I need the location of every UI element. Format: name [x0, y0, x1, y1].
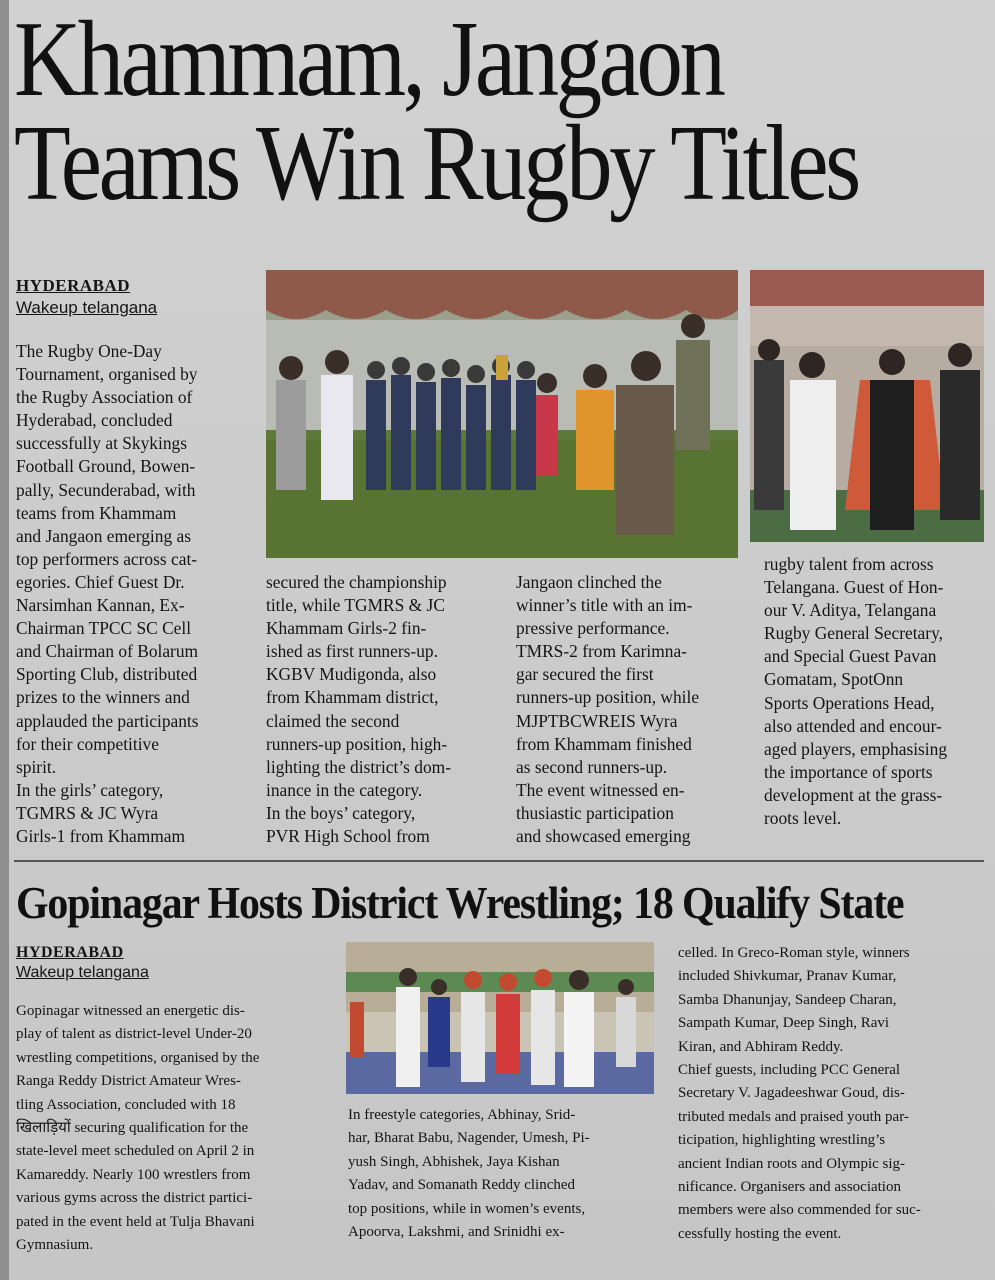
article1-headline — [14, 0, 858, 223]
article1-column-2: secured the championship title, while TGMRS & JC Khammam Girls-2 fin- ished as first runners-up. KGBV Mudigonda, also from Khammam district, claimed the second runners-up position, high- lighting the district’s dom- inance in the category. In the boys’ category, PVR High School from — [266, 572, 452, 847]
article2-column-2: In freestyle categories, Abhinay, Srid- har, Bharat Babu, Nagender, Umesh, Pi- yush Singh, Abhishek, Jaya Kishan Yadav, and Somanath Reddy clinched top positions, while in women’s events, Apoorva, Lakshmi, and Srinidhi ex- — [348, 1107, 590, 1241]
wrestling-photo-art — [346, 942, 654, 1094]
page-edge — [0, 0, 9, 1280]
rugby-team-photo — [266, 270, 738, 558]
article1-dateline: HYDERABAD — [16, 276, 131, 295]
felicitation-photo-art — [750, 270, 984, 542]
article2-dateline: HYDERABAD — [16, 944, 124, 961]
felicitation-photo — [750, 270, 984, 542]
article1-column-1: The Rugby One-Day Tournament, organised by the Rugby Association of Hyderabad, concluded successfully at Skykings Football Ground, Bowen- pally, Secunderabad, with teams from Khammam and Jangaon emerging as top performers across cat- egories. Chief Guest Dr. Narsimhan Kannan, Ex- Chairman TPCC SC Cell and Chairman of Bolarum Sporting Club, distributed prizes to the winners and applauded the participants for their competitive spirit. In the girls’ category, TGMRS & JC Wyra Girls-1 from Khammam — [16, 341, 199, 846]
article2-column-3: celled. In Greco-Roman style, winners included Shivkumar, Pranav Kumar, Samba Dhanunjay, Sandeep Charan, Sampath Kumar, Deep Singh, Ravi Kiran, and Abhiram Reddy. Chief guests, including PCC General Secretary V. Jagadeeshwar Goud, dis- tributed medals and praised youth par- ticipation, highlighting wrestling’s ancient Indian roots and Olympic sig- nificance. Organisers and association members were also commended for suc- cessfully hosting the event. — [678, 945, 921, 1242]
article1-column-4: rugby talent from across Telangana. Guest of Hon- our V. Aditya, Telangana Rugby General Secretary, and Special Guest Pavan Gomatam, SpotOnn Sports Operations Head, also attended and encour- aged players, emphasising the importance of sports development at the grass- roots level. — [764, 554, 948, 829]
article1-headline-line1: Khammam, Jangaon — [14, 0, 723, 119]
article1-source: Wakeup telangana — [16, 298, 158, 317]
article2-source: Wakeup telangana — [16, 964, 149, 981]
article2-headline: Gopinagar Hosts District Wrestling; 18 Qualify State — [16, 878, 904, 928]
wrestling-photo — [346, 942, 654, 1094]
article1-column-3: Jangaon clinched the winner’s title with an im- pressive performance. TMRS-2 from Karimna- gar secured the first runners-up position, while MJPTBCWREIS Wyra from Khammam finished as second runners-up. The event witnessed en- thusiastic participation and showcased emerging — [516, 572, 700, 847]
article2-column-1: Gopinagar witnessed an energetic dis- play of talent as district-level Under-20 wrestling competitions, organised by the Ranga Reddy District Amateur Wres- tling Association, concluded with 18 खिलाड़ियों securing qualification for the state-level meet scheduled on April 2 in Kamareddy. Nearly 100 wrestlers from various gyms across the district partici- pated in the event held at Tulja Bhavani Gymnasium. — [16, 1003, 260, 1254]
article-divider — [14, 860, 984, 862]
article1-headline-line2: Teams Win Rugby Titles — [14, 104, 858, 223]
rugby-team-photo-art — [266, 270, 738, 558]
